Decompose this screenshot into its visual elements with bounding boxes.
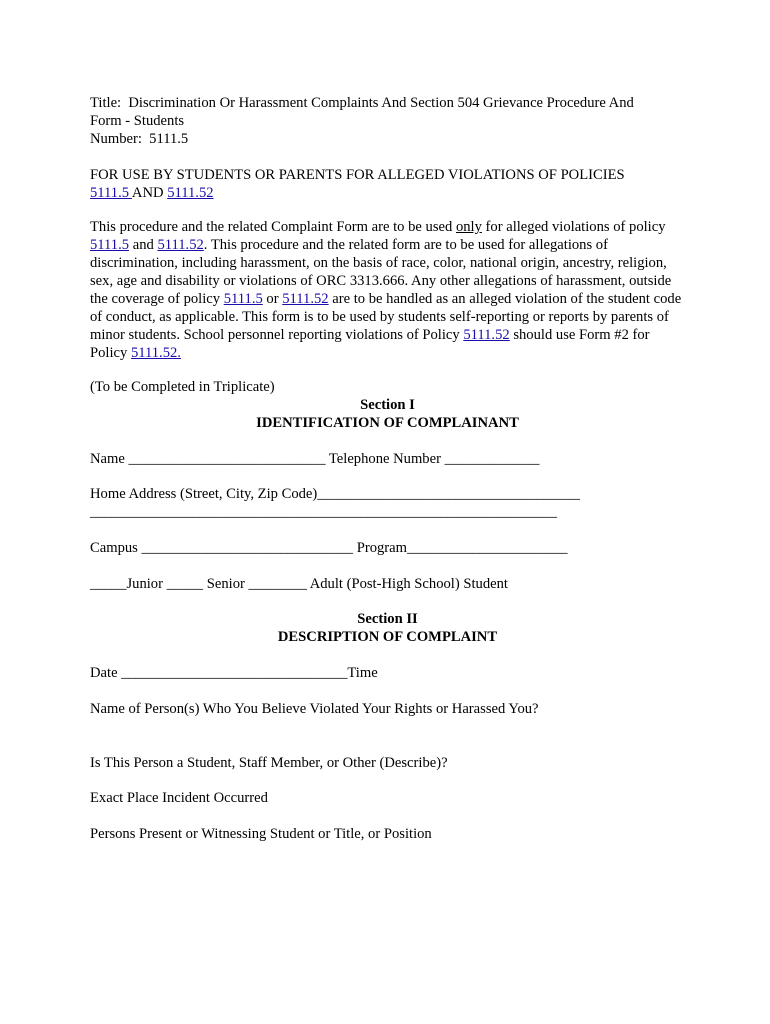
procedure-paragraph (90, 218, 685, 362)
name-phone-field[interactable]: Name ___________________________ Telephone Number _____________ (90, 451, 540, 467)
and-text: AND (131, 185, 168, 201)
procedure-text-part: or (262, 291, 283, 307)
triplicate-note: (To be Completed in Triplicate) (90, 379, 275, 395)
policy-5111-5-link[interactable]: 5111.5 (223, 291, 263, 307)
policy-5111-52-link[interactable]: 5111.52. (130, 345, 181, 361)
policy-5111-52-link[interactable]: 5111.52 (157, 237, 204, 253)
section-1-heading: Section I (360, 397, 415, 413)
home-address-field[interactable]: Home Address (Street, City, Zip Code)____________________________________ (90, 486, 580, 502)
policy-notice-text: FOR USE BY STUDENTS OR PARENTS FOR ALLEGED VIOLATIONS OF POLICIES (90, 167, 625, 183)
only-emphasis: only (455, 219, 482, 235)
person-type-question: Is This Person a Student, Staff Member, or Other (Describe)? (90, 755, 448, 771)
policy-5111-52-link[interactable]: 5111.52 (167, 185, 214, 201)
section-2-subheading: DESCRIPTION OF COMPLAINT (277, 629, 498, 645)
procedure-text-part: and (129, 237, 158, 253)
home-address-field-continued[interactable]: ________________________________________________________________ (90, 504, 557, 520)
policy-5111-52-link[interactable]: 5111.52 (282, 291, 329, 307)
policy-5111-5-link[interactable]: 5111.5 (90, 237, 130, 253)
student-level-field[interactable]: _____Junior _____ Senior ________ Adult (Post-High School) Student (90, 576, 508, 592)
section-2-heading: Section II (357, 611, 418, 627)
procedure-text-part: should use Form #2 for Policy (90, 327, 650, 361)
policy-notice-links (90, 184, 685, 202)
witness-question: Persons Present or Witnessing Student or Title, or Position (90, 826, 432, 842)
procedure-text-part: This procedure and the related Complaint Form are to be used (90, 219, 456, 235)
document-page (90, 94, 685, 842)
date-time-field[interactable]: Date _______________________________Time (90, 665, 378, 681)
document-title: Title: Discrimination Or Harassment Complaints And Section 504 Grievance Procedure And (90, 95, 634, 111)
procedure-text-part: . This procedure and the related form are to be used for allegations of discrimination, including harassment, on the basis of race, color, national origin, ancestry, religion, sex, age and disability or violations of ORC 3313.666. Any other allegations of harassment, outside the coverage of policy (90, 237, 672, 307)
policy-5111-5-link[interactable]: 5111.5 (90, 185, 132, 201)
campus-program-field[interactable]: Campus _____________________________ Program______________________ (90, 540, 568, 556)
document-number: Number: 5111.5 (90, 131, 189, 147)
procedure-text-part: for alleged violations of policy (481, 219, 666, 235)
procedure-text-part: are to be handled as an alleged violation of the student code of conduct, as applicable. This form is to be used by students self-reporting or reports by parents of minor students. School personnel reporting violations of Policy (90, 291, 682, 343)
procedure-text (90, 218, 685, 362)
persons-question: Name of Person(s) Who You Believe Violated Your Rights or Harassed You? (90, 701, 539, 717)
policy-notice (90, 166, 685, 202)
policy-5111-52-link[interactable]: 5111.52 (463, 327, 510, 343)
document-title-continued: Form - Students (90, 113, 185, 129)
place-question: Exact Place Incident Occurred (90, 790, 268, 806)
section-1-subheading: IDENTIFICATION OF COMPLAINANT (256, 415, 519, 431)
